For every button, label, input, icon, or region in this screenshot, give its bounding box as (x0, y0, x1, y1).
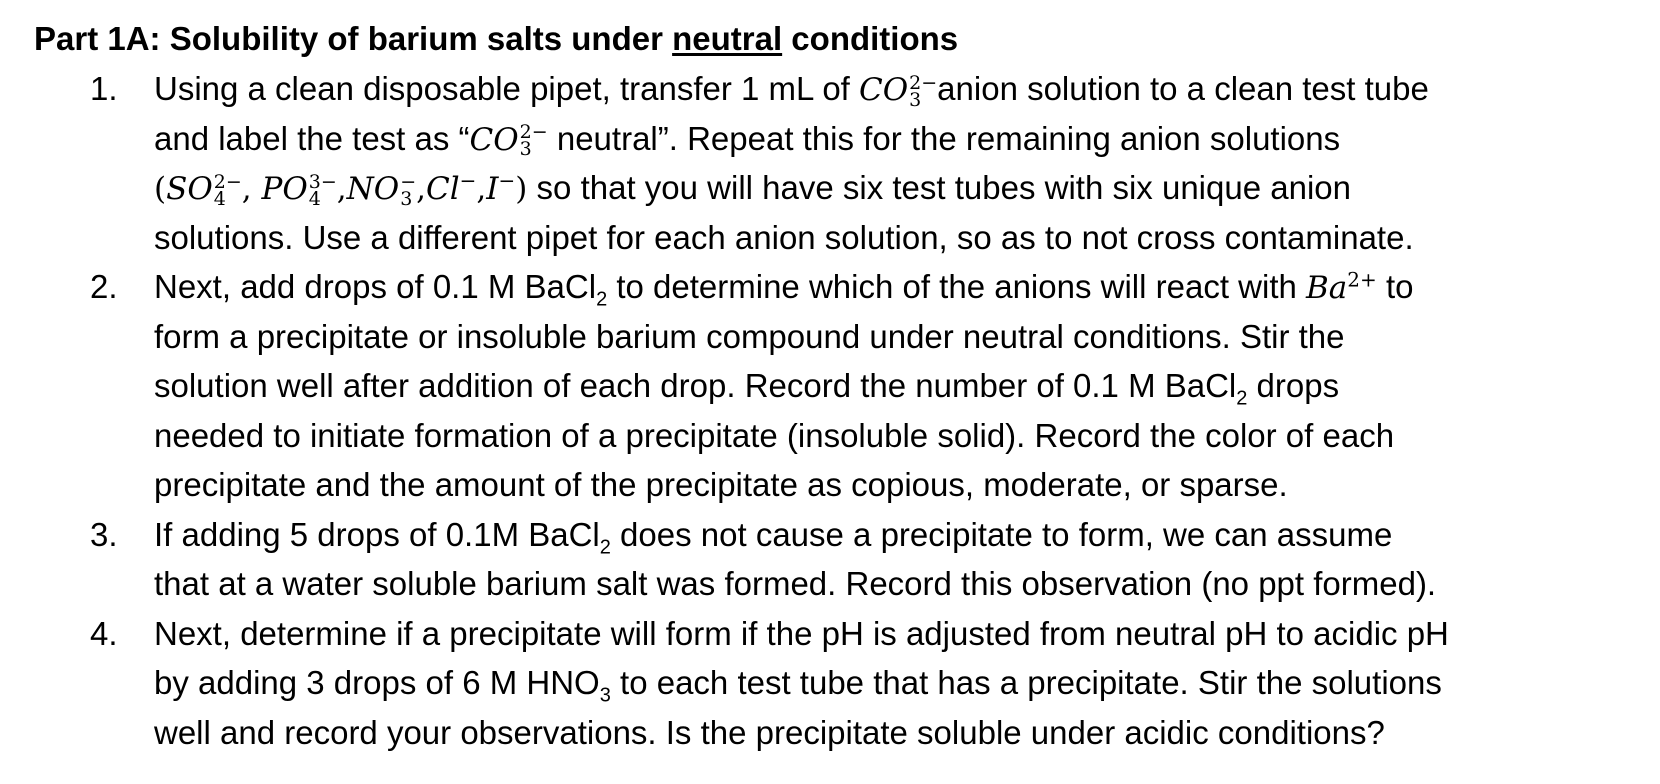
formula-base: SO (166, 171, 213, 207)
step-line (154, 163, 1640, 213)
formula-base: Ba (1306, 270, 1348, 306)
step-text: by adding 3 drops of 6 M HNO (154, 664, 600, 701)
step-text: form a precipitate or insoluble barium compound under neutral conditions. Stir the (154, 317, 1345, 355)
step-text: neutral”. Repeat this for the remaining anion solutions (547, 119, 1341, 157)
formula-charge: − (498, 168, 516, 193)
step-number: 2. (90, 268, 118, 305)
formula-charge: − (400, 170, 417, 193)
step-text: needed to initiate formation of a precipitate (insoluble solid). Record the color of each (154, 416, 1395, 454)
step-line (154, 213, 1640, 263)
formula-base: PO (261, 171, 308, 207)
formula-charge: 2− (519, 121, 548, 143)
step-line (154, 658, 1640, 708)
step-line (154, 460, 1640, 510)
step-line (154, 262, 1640, 312)
carbonate-ion-formula (470, 122, 548, 158)
barium-ion-formula (1306, 267, 1377, 306)
formula-base: CO (469, 121, 519, 158)
step-text: Next, determine if a precipitate will form if the pH is adjusted from neutral pH to acidic pH (154, 614, 1449, 652)
step-text: to each test tube that has a precipitate. Stir the solutions (610, 664, 1442, 701)
carbonate-ion-formula (859, 71, 938, 111)
formula-base: NO (346, 171, 400, 207)
step-line (154, 708, 1640, 758)
formula-subscript: 3 (519, 138, 532, 160)
separator: , (336, 171, 347, 207)
formula-base: I (486, 171, 499, 207)
separator: , (241, 171, 262, 207)
heading-prefix: Part 1A: Solubility of barium salts under (34, 20, 673, 57)
formula-subscript: 3 (909, 88, 922, 111)
step-text: precipitate and the amount of the precipitate as copious, moderate, or sparse. (154, 466, 1288, 503)
step-text: well and record your observations. Is the precipitate soluble under acidic conditions? (154, 713, 1385, 751)
heading-suffix: conditions (782, 20, 959, 57)
step-text: does not cause a precipitate to form, we can assume (610, 515, 1393, 553)
step-text: solution well after addition of each drop. Record the number of 0.1 M BaCl (154, 367, 1237, 404)
formula-charge: − (459, 168, 477, 193)
step-text: solutions. Use a different pipet for each anion solution, so as to not cross contaminate. (154, 218, 1414, 256)
formula-subscript: 4 (213, 187, 226, 210)
step-text: and label the test as “ (154, 119, 470, 157)
step-number: 1. (90, 70, 118, 107)
step-text: so that you will have six test tubes with six unique anion (527, 169, 1351, 206)
step-text: Using a clean disposable pipet, transfer 1 mL of (154, 70, 860, 107)
heading-underlined-word: neutral (672, 20, 783, 57)
formula-base: CO (859, 72, 909, 108)
formula-charge: 2+ (1347, 267, 1377, 292)
formula-subscript: 3 (400, 187, 413, 210)
step-line (154, 510, 1640, 560)
procedure-steps (34, 64, 1640, 757)
formula-subscript: 2 (599, 536, 611, 559)
step-text: to determine which of the anions will react with (607, 268, 1307, 305)
procedure-step-2 (34, 262, 1640, 510)
formula-subscript: 3 (599, 684, 611, 707)
step-text: to (1376, 268, 1414, 305)
open-paren: ( (154, 171, 167, 207)
procedure-step-3 (34, 510, 1640, 609)
formula-subscript: 2 (596, 288, 608, 311)
anion-list-formula (154, 168, 528, 210)
formula-base: Cl (425, 171, 460, 207)
step-number: 4. (90, 614, 118, 652)
step-line (154, 312, 1640, 362)
step-line (154, 559, 1640, 609)
step-text: drops (1247, 367, 1340, 404)
step-line (154, 411, 1640, 461)
separator: , (476, 171, 487, 207)
step-line (154, 64, 1640, 114)
step-line (154, 609, 1640, 659)
section-heading (34, 14, 1640, 64)
formula-charge: 2− (909, 71, 938, 94)
procedure-step-1 (34, 64, 1640, 262)
formula-charge: 2− (213, 170, 242, 193)
formula-subscript: 4 (308, 187, 321, 210)
step-text: If adding 5 drops of 0.1M BaCl (154, 515, 600, 553)
document-page (34, 14, 1640, 757)
formula-charge: 3− (308, 170, 337, 193)
close-paren: ) (515, 171, 528, 207)
step-number: 3. (90, 515, 118, 553)
step-text: anion solution to a clean test tube (937, 70, 1429, 107)
step-line (154, 114, 1640, 164)
procedure-step-4 (34, 609, 1640, 758)
step-line (154, 361, 1640, 411)
step-text: Next, add drops of 0.1 M BaCl (154, 268, 597, 305)
step-text: that at a water soluble barium salt was formed. Record this observation (no ppt formed). (154, 565, 1437, 602)
separator: , (416, 171, 426, 207)
formula-subscript: 2 (1236, 387, 1248, 410)
